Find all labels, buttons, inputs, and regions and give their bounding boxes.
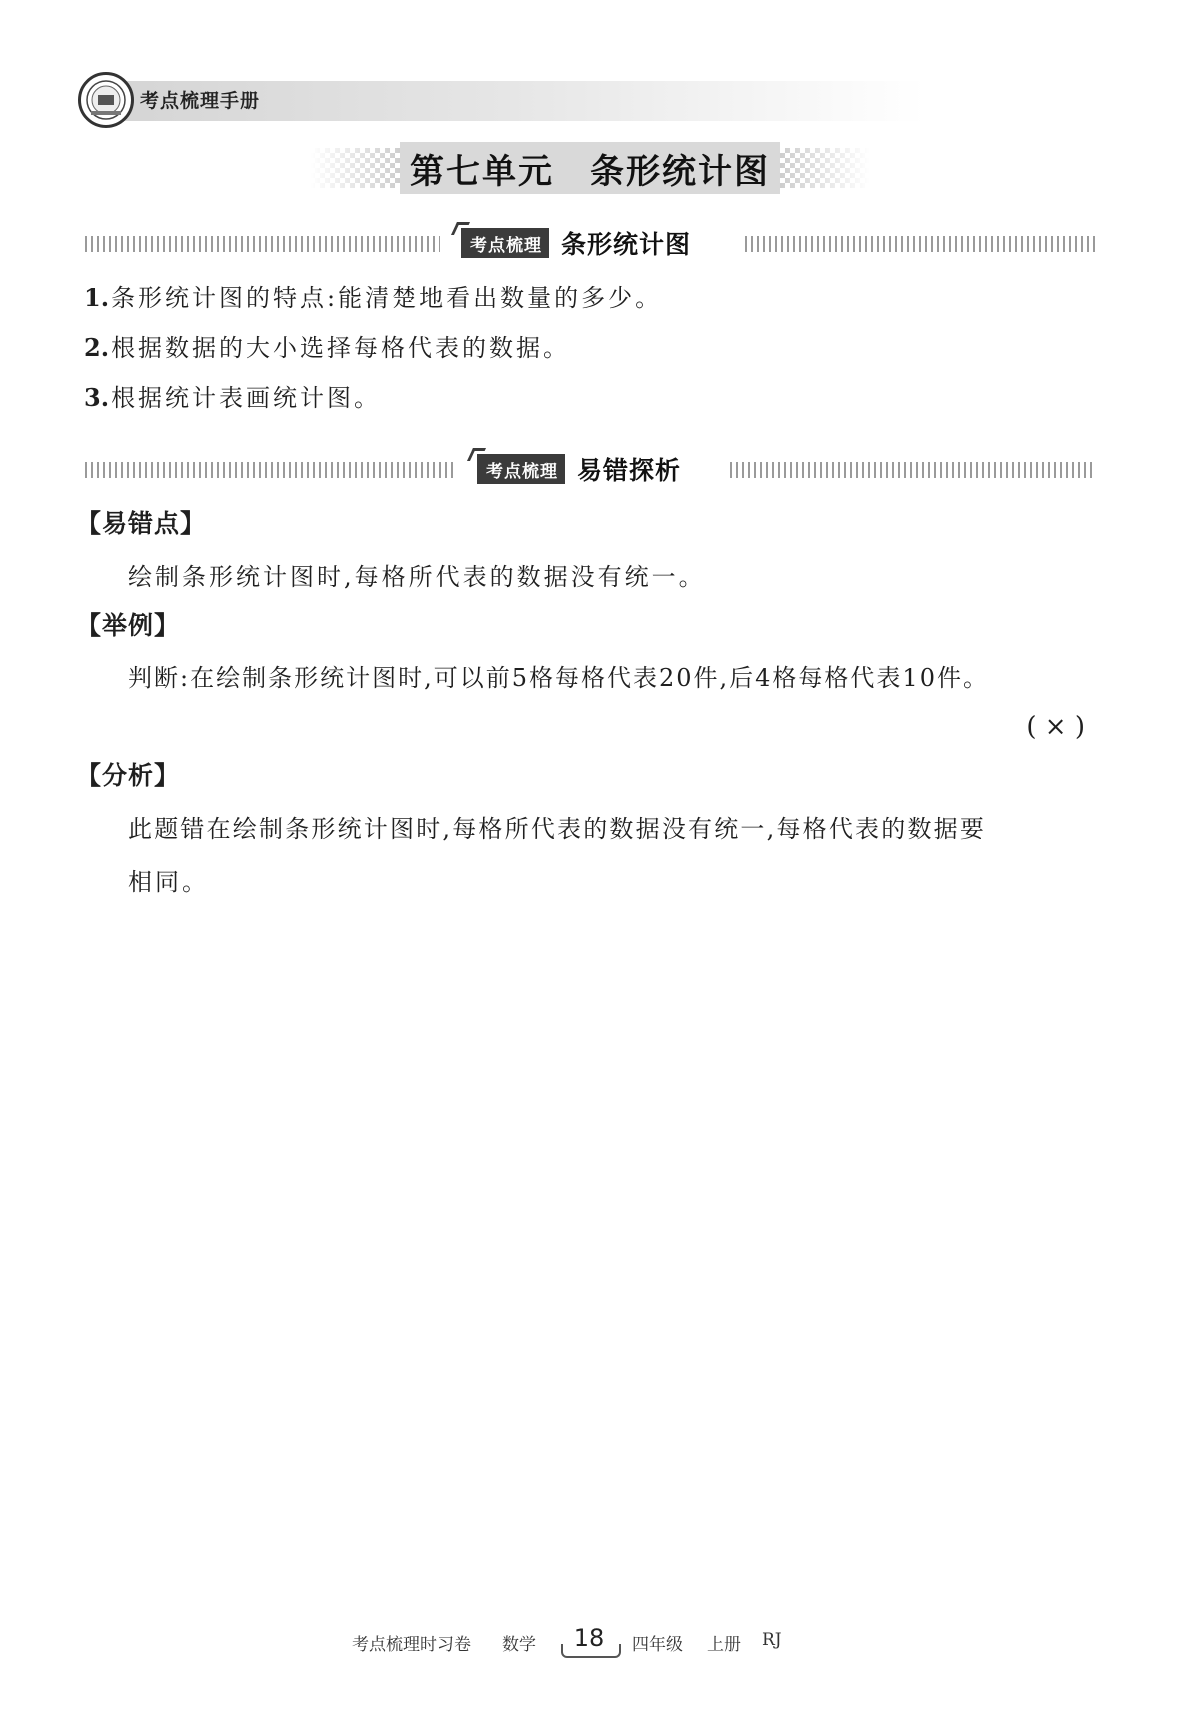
page-number-box: [565, 1622, 613, 1656]
page-number: 18: [573, 1624, 605, 1652]
chapter-title-box: [400, 142, 780, 194]
footer-volume: 上册: [707, 1635, 741, 1655]
section-label-1: [461, 226, 691, 260]
footer-series: 考点梳理时习卷: [352, 1635, 471, 1655]
analysis-text-line1: 此题错在绘制条形统计图时,每格所代表的数据没有统一,每格代表的数据要: [128, 815, 987, 843]
analysis-heading: 【分析】: [76, 761, 181, 790]
seal-logo-icon: [78, 72, 134, 128]
example-answer: ( × ): [1026, 712, 1085, 742]
tick-divider-left: [85, 462, 455, 478]
list-item: [84, 378, 381, 413]
list-item: [84, 278, 662, 313]
item-text: 根据统计表画统计图。: [111, 384, 382, 412]
section-tag: [461, 228, 549, 258]
error-heading: 【易错点】: [76, 509, 207, 538]
error-text: 绘制条形统计图时,每格所代表的数据没有统一。: [128, 563, 706, 591]
tag-corner-icon: [467, 448, 486, 461]
item-number: 2.: [84, 333, 110, 362]
section-bar-2: [85, 452, 1095, 486]
section-tag: [477, 454, 565, 484]
tag-corner-icon: [451, 222, 470, 235]
section-tag-text: 考点梳理: [470, 236, 542, 256]
item-text: 根据数据的大小选择每格代表的数据。: [111, 334, 571, 362]
section-title: 易错探析: [577, 456, 682, 485]
tick-divider-left: [85, 236, 440, 252]
footer-subject: 数学: [502, 1635, 536, 1655]
example-text: 判断:在绘制条形统计图时,可以前5格每格代表20件,后4格每格代表10件。: [128, 664, 989, 692]
section-bar-1: [85, 226, 1095, 260]
tick-divider-right: [730, 462, 1095, 478]
footer-grade: 四年级: [632, 1635, 683, 1655]
page-footer: [0, 1622, 1181, 1662]
list-item: [84, 328, 570, 363]
checker-decoration-left: [310, 148, 410, 188]
chapter-banner: [310, 140, 870, 196]
header-title: 考点梳理手册: [140, 90, 261, 112]
example-heading: 【举例】: [76, 611, 181, 640]
section-label-2: [477, 452, 681, 486]
analysis-text-line2: 相同。: [128, 868, 209, 896]
item-number: 1.: [84, 283, 110, 312]
item-text: 条形统计图的特点:能清楚地看出数量的多少。: [111, 284, 663, 312]
section-title: 条形统计图: [561, 230, 692, 259]
item-number: 3.: [84, 383, 110, 412]
book-arc-icon: [561, 1644, 621, 1658]
footer-edition: RJ: [762, 1630, 782, 1650]
chapter-title: 第七单元 条形统计图: [410, 151, 770, 192]
tick-divider-right: [745, 236, 1095, 252]
section-tag-text: 考点梳理: [486, 462, 558, 482]
checker-decoration-right: [770, 148, 870, 188]
